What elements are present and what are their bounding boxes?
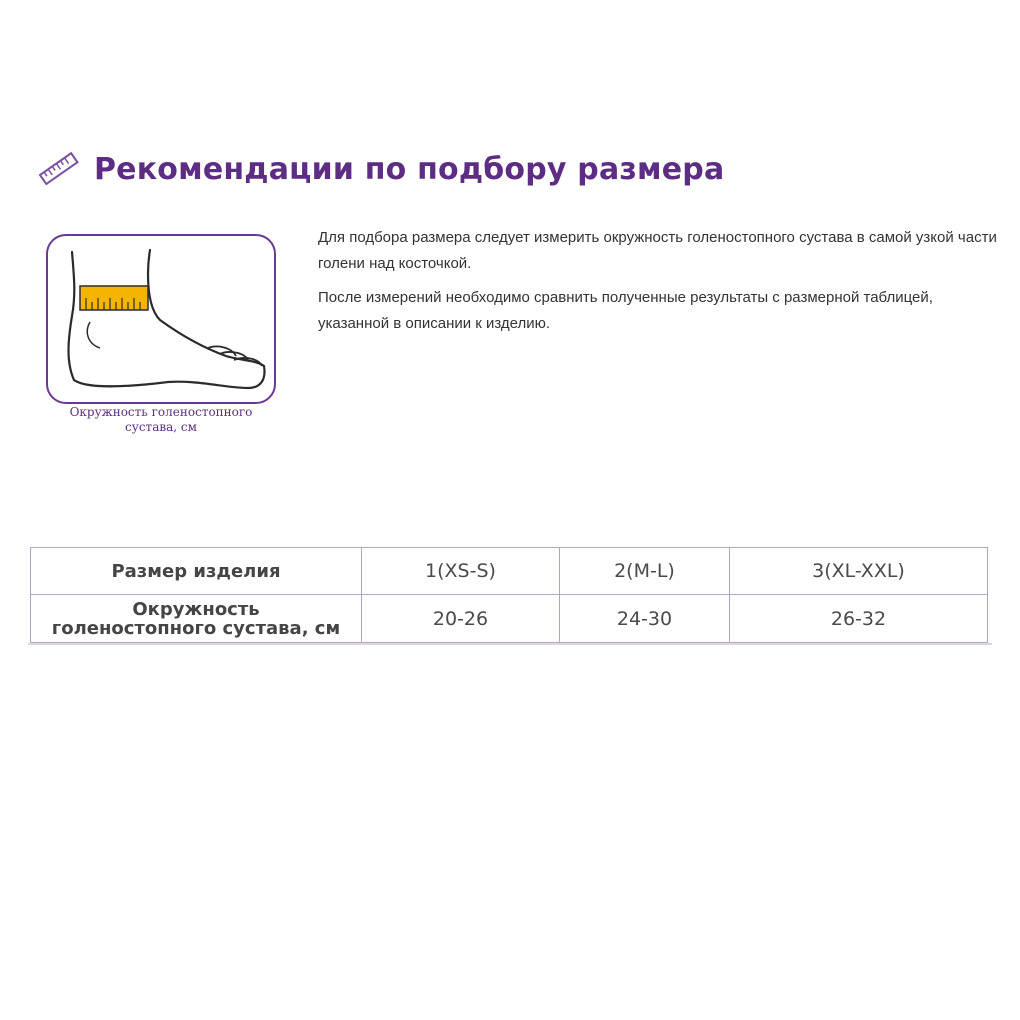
- size-table: [30, 547, 988, 643]
- size-label-cell: Размер изделия: [31, 548, 362, 595]
- foot-measure-icon: [48, 236, 278, 406]
- illustration-caption: Окружность голеностопного сустава, см: [69, 405, 253, 434]
- circumference-label-cell: Окружность голеностопного сустава, см: [31, 595, 362, 643]
- size-cell: 2(M-L): [559, 548, 729, 595]
- page-title: Рекомендации по подбору размера: [94, 151, 725, 187]
- instruction-paragraph-1: Для подбора размера следует измерить окружность голеностопного сустава в самой узкой части голени над косточкой.: [318, 229, 997, 272]
- ruler-icon: [38, 148, 80, 190]
- table-divider: [28, 643, 992, 645]
- section-header: [38, 148, 724, 190]
- size-cell: 3(XL-XXL): [729, 548, 987, 595]
- range-cell: 24-30: [559, 595, 729, 643]
- size-cell: 1(XS-S): [362, 548, 560, 595]
- range-cell: 20-26: [362, 595, 560, 643]
- foot-illustration-frame: [46, 234, 276, 404]
- table-row-sizes: [31, 548, 988, 595]
- instruction-paragraph-2: После измерений необходимо сравнить полученные результаты с размерной таблицей, указанной в описании к изделию.: [318, 289, 933, 332]
- table-row-circumference: [31, 595, 988, 643]
- range-cell: 26-32: [729, 595, 987, 643]
- instructions-text: [318, 225, 1008, 345]
